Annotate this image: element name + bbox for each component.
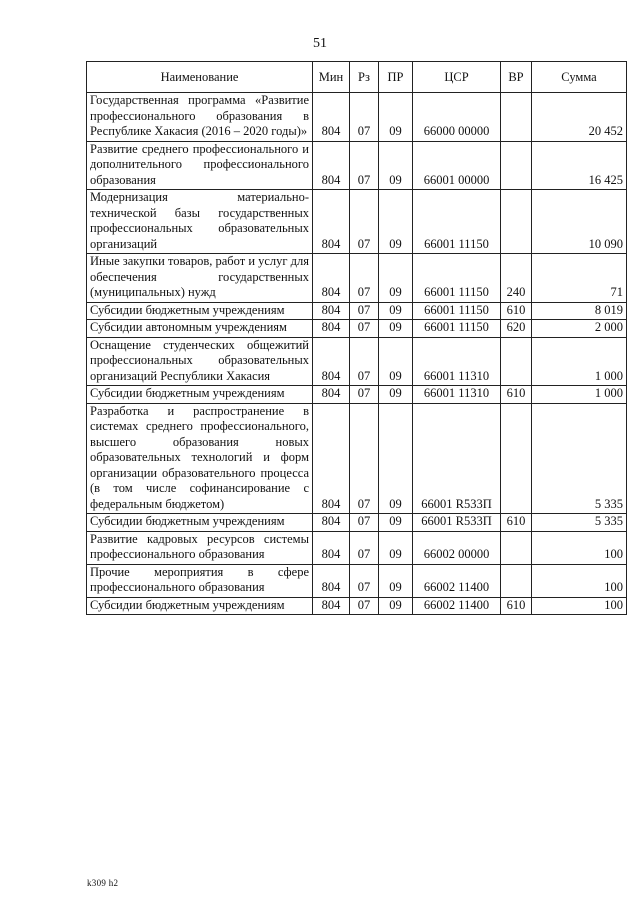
row-name: Развитие среднего профессионального и дополнительного профессионального образования [87, 141, 313, 190]
row-rz: 07 [350, 386, 379, 404]
row-sum: 20 452 [532, 93, 627, 142]
row-min: 804 [313, 564, 350, 597]
row-min: 804 [313, 190, 350, 254]
row-sum: 2 000 [532, 320, 627, 338]
row-csr: 66001 R533П [413, 403, 501, 514]
row-name: Развитие кадровых ресурсов системы профессионального образования [87, 531, 313, 564]
row-vr: 610 [501, 597, 532, 615]
table-row [87, 302, 627, 320]
row-pr: 09 [379, 531, 413, 564]
row-csr: 66001 11310 [413, 386, 501, 404]
row-pr: 09 [379, 141, 413, 190]
table-row [87, 141, 627, 190]
row-name: Субсидии бюджетным учреждениям [87, 514, 313, 532]
table-row [87, 597, 627, 615]
row-sum: 71 [532, 254, 627, 303]
row-vr [501, 190, 532, 254]
row-csr: 66002 00000 [413, 531, 501, 564]
row-name: Разработка и распространение в системах среднего профессионального, высшего образования новых образовательных технологий и форм организации образовательного процесса (в том числе софинансирование с федеральным бюджетом) [87, 403, 313, 514]
row-sum: 10 090 [532, 190, 627, 254]
row-rz: 07 [350, 254, 379, 303]
row-vr [501, 141, 532, 190]
table-row [87, 531, 627, 564]
row-pr: 09 [379, 302, 413, 320]
row-rz: 07 [350, 531, 379, 564]
row-vr: 610 [501, 302, 532, 320]
row-vr: 620 [501, 320, 532, 338]
table-row [87, 564, 627, 597]
column-header-csr: ЦСР [413, 62, 501, 93]
row-min: 804 [313, 597, 350, 615]
row-csr: 66001 11150 [413, 254, 501, 303]
row-csr: 66001 11150 [413, 320, 501, 338]
row-csr: 66001 R533П [413, 514, 501, 532]
row-csr: 66002 11400 [413, 564, 501, 597]
row-sum: 100 [532, 564, 627, 597]
row-rz: 07 [350, 564, 379, 597]
row-pr: 09 [379, 93, 413, 142]
column-header-sum: Сумма [532, 62, 627, 93]
row-rz: 07 [350, 190, 379, 254]
row-vr [501, 564, 532, 597]
row-min: 804 [313, 320, 350, 338]
row-pr: 09 [379, 403, 413, 514]
row-name: Субсидии автономным учреждениям [87, 320, 313, 338]
row-min: 804 [313, 254, 350, 303]
table-header-row [87, 62, 627, 93]
row-sum: 1 000 [532, 337, 627, 386]
row-sum: 16 425 [532, 141, 627, 190]
column-header-rz: Рз [350, 62, 379, 93]
row-name: Оснащение студенческих общежитий профессиональных образовательных организаций Республики Хакасия [87, 337, 313, 386]
row-csr: 66002 11400 [413, 597, 501, 615]
table-body [87, 93, 627, 615]
row-min: 804 [313, 403, 350, 514]
table-row [87, 403, 627, 514]
table-row [87, 254, 627, 303]
row-csr: 66001 11150 [413, 302, 501, 320]
column-header-name: Наименование [87, 62, 313, 93]
row-sum: 5 335 [532, 403, 627, 514]
row-min: 804 [313, 141, 350, 190]
row-name: Модернизация материально-технической базы государственных профессиональных образовательных организаций [87, 190, 313, 254]
row-pr: 09 [379, 564, 413, 597]
row-rz: 07 [350, 320, 379, 338]
row-name: Прочие мероприятия в сфере профессионального образования [87, 564, 313, 597]
row-min: 804 [313, 531, 350, 564]
row-vr [501, 337, 532, 386]
row-pr: 09 [379, 597, 413, 615]
row-rz: 07 [350, 597, 379, 615]
row-pr: 09 [379, 190, 413, 254]
row-rz: 07 [350, 141, 379, 190]
row-pr: 09 [379, 254, 413, 303]
row-vr: 240 [501, 254, 532, 303]
row-csr: 66000 00000 [413, 93, 501, 142]
footer-code: k309 h2 [87, 878, 119, 888]
row-pr: 09 [379, 337, 413, 386]
row-min: 804 [313, 302, 350, 320]
row-min: 804 [313, 93, 350, 142]
row-name: Иные закупки товаров, работ и услуг для обеспечения государственных (муниципальных) нужд [87, 254, 313, 303]
page-number: 51 [313, 36, 327, 51]
row-sum: 100 [532, 597, 627, 615]
row-rz: 07 [350, 403, 379, 514]
row-name: Государственная программа «Развитие профессионального образования в Республике Хакасия (2016 – 2020 годы)» [87, 93, 313, 142]
row-rz: 07 [350, 93, 379, 142]
table-row [87, 93, 627, 142]
row-name: Субсидии бюджетным учреждениям [87, 302, 313, 320]
row-vr: 610 [501, 514, 532, 532]
row-name: Субсидии бюджетным учреждениям [87, 386, 313, 404]
row-vr [501, 403, 532, 514]
row-csr: 66001 11310 [413, 337, 501, 386]
column-header-min: Мин [313, 62, 350, 93]
row-min: 804 [313, 386, 350, 404]
column-header-vr: ВР [501, 62, 532, 93]
row-csr: 66001 00000 [413, 141, 501, 190]
table-row [87, 514, 627, 532]
row-name: Субсидии бюджетным учреждениям [87, 597, 313, 615]
table-row [87, 337, 627, 386]
row-sum: 5 335 [532, 514, 627, 532]
row-sum: 8 019 [532, 302, 627, 320]
table-row [87, 386, 627, 404]
row-pr: 09 [379, 386, 413, 404]
row-min: 804 [313, 514, 350, 532]
row-csr: 66001 11150 [413, 190, 501, 254]
budget-table [86, 61, 627, 615]
row-sum: 1 000 [532, 386, 627, 404]
row-rz: 07 [350, 514, 379, 532]
row-vr: 610 [501, 386, 532, 404]
table-row [87, 190, 627, 254]
table-row [87, 320, 627, 338]
row-rz: 07 [350, 337, 379, 386]
row-vr [501, 93, 532, 142]
row-sum: 100 [532, 531, 627, 564]
row-pr: 09 [379, 320, 413, 338]
column-header-pr: ПР [379, 62, 413, 93]
row-rz: 07 [350, 302, 379, 320]
row-vr [501, 531, 532, 564]
row-pr: 09 [379, 514, 413, 532]
row-min: 804 [313, 337, 350, 386]
